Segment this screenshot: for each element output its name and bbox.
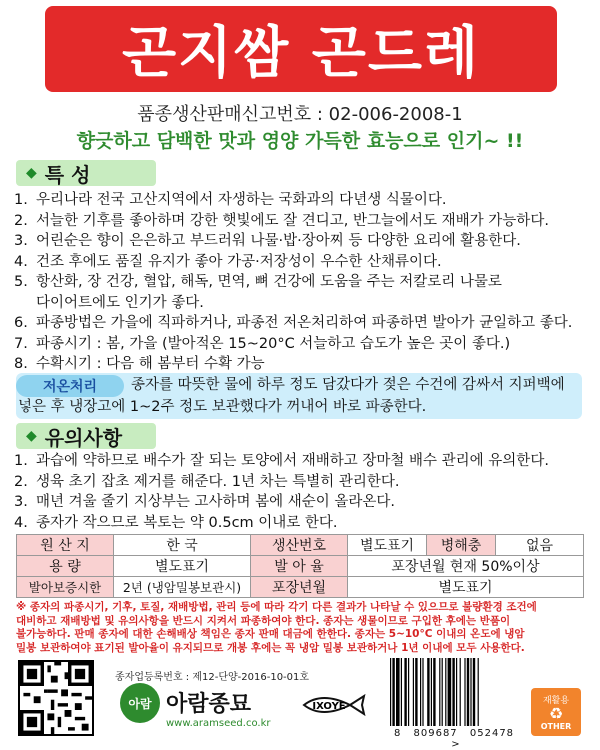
item-text: 생육 초기 잡초 제거를 해준다. 1년 차는 특별히 관리한다. xyxy=(36,473,400,490)
precautions-list xyxy=(14,451,594,533)
list-item xyxy=(14,313,594,334)
list-item xyxy=(14,492,594,513)
info-table xyxy=(16,534,584,598)
product-title: 곤지쌈 곤드레 xyxy=(121,21,481,86)
table-cell: 생산번호 xyxy=(251,535,348,556)
barcode xyxy=(388,658,516,728)
low-temp-line: 종자를 따뜻한 물에 하루 정도 담갔다가 젖은 수건에 감싸서 지퍼백에 xyxy=(131,377,565,393)
item-number: 7. xyxy=(14,335,28,352)
recycle-text: 재활용 xyxy=(542,696,570,706)
diamond-icon: ◆ xyxy=(26,165,37,181)
item-text: 항산화, 장 건강, 혈압, 해독, 면역, 뼈 건강에 도움을 주는 저칼로리 나물로 xyxy=(36,274,502,290)
list-item xyxy=(14,231,594,252)
list-item-continuation xyxy=(14,293,594,314)
precautions-heading-label: 유의사항 xyxy=(44,425,123,450)
list-item xyxy=(14,334,594,355)
item-number: 5. xyxy=(14,274,28,290)
table-cell: 없음 xyxy=(496,535,584,556)
barcode-end: > xyxy=(451,739,461,750)
item-number: 1. xyxy=(14,192,28,208)
company-name: 아람종묘 xyxy=(166,692,252,717)
ixoye-text: IXOYE xyxy=(312,701,346,712)
warning-line: 불가능하다. 판매 종자에 대한 손해배상 책임은 종자 판매 대금에 한한다. 종자는 5~10°C 이내의 온도에 냉암 xyxy=(16,628,525,641)
recycle-text: OTHER xyxy=(540,722,572,731)
item-number: 3. xyxy=(14,494,28,510)
item-number: 1. xyxy=(14,453,28,469)
logo-text: 아람 xyxy=(128,696,152,711)
item-text: 건조 후에도 품질 유지가 좋아 가공·저장성이 우수한 산채류이다. xyxy=(36,253,442,270)
warning-line: 대비하고 재배방법 및 유의사항을 반드시 지켜서 파종하여야 한다. 종자는 생물이므로 구입한 후에는 반품이 xyxy=(16,614,511,627)
item-number: 8. xyxy=(14,356,28,372)
list-item xyxy=(14,472,594,493)
title-banner xyxy=(45,6,557,92)
qr-code xyxy=(18,660,94,736)
barcode-digit: 8 xyxy=(393,728,402,739)
table-cell: 포장년월 xyxy=(251,577,348,598)
item-number: 3. xyxy=(14,233,28,249)
table-row xyxy=(17,577,584,598)
list-item xyxy=(14,252,594,273)
features-heading xyxy=(16,160,156,186)
item-text: 서늘한 기후를 좋아하며 강한 햇빛에도 잘 견디고, 반그늘에서도 재배가 가능하다. xyxy=(36,212,549,229)
item-number: 2. xyxy=(14,212,28,229)
item-text: 우리나라 전국 고산지역에서 자생하는 국화과의 다년생 식물이다. xyxy=(36,192,447,208)
item-text: 매년 겨울 줄기 지상부는 고사하며 봄에 새순이 올라온다. xyxy=(36,494,396,510)
barcode-digits: 809687 xyxy=(413,728,458,739)
table-cell: 포장년월 현재 50%이상 xyxy=(348,556,584,577)
company-logo-icon xyxy=(120,683,160,723)
recycle-mark-icon: 재활용 ♻ OTHER xyxy=(531,688,581,736)
barcode-number xyxy=(386,728,522,750)
table-cell: 병해충 xyxy=(427,535,496,556)
table-cell: 2년 (냉암밀봉보관시) xyxy=(114,577,251,598)
seed-business-registration: 종자업등록번호 : 제12-단양-2016-10-01호 xyxy=(115,672,310,683)
table-cell: 원 산 지 xyxy=(17,535,114,556)
barcode-digits: 052478 xyxy=(469,728,515,739)
precautions-heading xyxy=(16,423,156,449)
item-text: 다이어트에도 인기가 좋다. xyxy=(36,294,204,311)
item-number: 4. xyxy=(14,253,28,270)
list-item xyxy=(14,211,594,232)
item-text: 수확시기 : 다음 해 봄부터 수확 가능 xyxy=(36,356,265,372)
item-number: 6. xyxy=(14,315,28,331)
warning-line: ※ 종자의 파종시기, 기후, 토질, 재배방법, 관리 등에 따라 각기 다른 결과가 나타날 수 있으므로 불량환경 조건에 xyxy=(16,601,537,613)
table-cell: 별도표기 xyxy=(114,556,251,577)
item-text: 어린순은 향이 은은하고 부드러워 나물·밥·장아찌 등 다양한 요리에 활용한다. xyxy=(36,233,521,249)
company-website: www.aramseed.co.kr xyxy=(166,718,271,729)
diamond-icon: ◆ xyxy=(26,428,37,444)
table-cell: 발아보증시한 xyxy=(17,577,114,598)
item-text: 과습에 약하므로 배수가 잘 되는 토양에서 재배하고 장마철 배수 관리에 유의한다. xyxy=(36,453,549,469)
registration-number: 품종생산판매신고번호 : 02-006-2008-1 xyxy=(137,104,463,125)
list-item xyxy=(14,190,594,211)
features-heading-label: 특 성 xyxy=(44,162,91,187)
table-cell: 한 국 xyxy=(114,535,251,556)
warning-line: 밀봉 보관하여야 표기된 발아율이 유지되므로 개봉 후에는 꼭 냉암 밀봉 보관하거나 1년 이내에 모두 사용한다. xyxy=(16,641,525,654)
item-number: 2. xyxy=(14,473,28,490)
features-list xyxy=(14,190,594,375)
table-row xyxy=(17,535,584,556)
warning-notice xyxy=(16,601,586,655)
item-text: 파종시기 : 봄, 가을 (발아적온 15~20°C 서늘하고 습도가 높은 곳이 좋다.) xyxy=(36,335,511,352)
list-item xyxy=(14,354,594,375)
low-temp-label: 저온처리 xyxy=(16,375,124,397)
table-cell: 용 량 xyxy=(17,556,114,577)
item-number: 4. xyxy=(14,514,28,531)
table-cell: 발 아 율 xyxy=(251,556,348,577)
ixoye-fish-icon xyxy=(302,693,370,717)
table-row xyxy=(17,556,584,577)
table-cell: 별도표기 xyxy=(348,577,584,598)
low-temp-line: 넣은 후 냉장고에 1~2주 정도 보관했다가 꺼내어 바로 파종한다. xyxy=(18,399,427,415)
item-text: 파종방법은 가을에 직파하거나, 파종전 저온처리하여 파종하면 발아가 균일하고 좋다. xyxy=(36,315,573,331)
list-item xyxy=(14,451,594,472)
item-text: 종자가 작으므로 복토는 약 0.5cm 이내로 한다. xyxy=(36,514,338,531)
slogan: 향긋하고 담백한 맛과 영양 가득한 효능으로 인기~ !! xyxy=(76,130,524,152)
list-item xyxy=(14,513,594,534)
table-cell: 별도표기 xyxy=(348,535,427,556)
list-item xyxy=(14,272,594,293)
